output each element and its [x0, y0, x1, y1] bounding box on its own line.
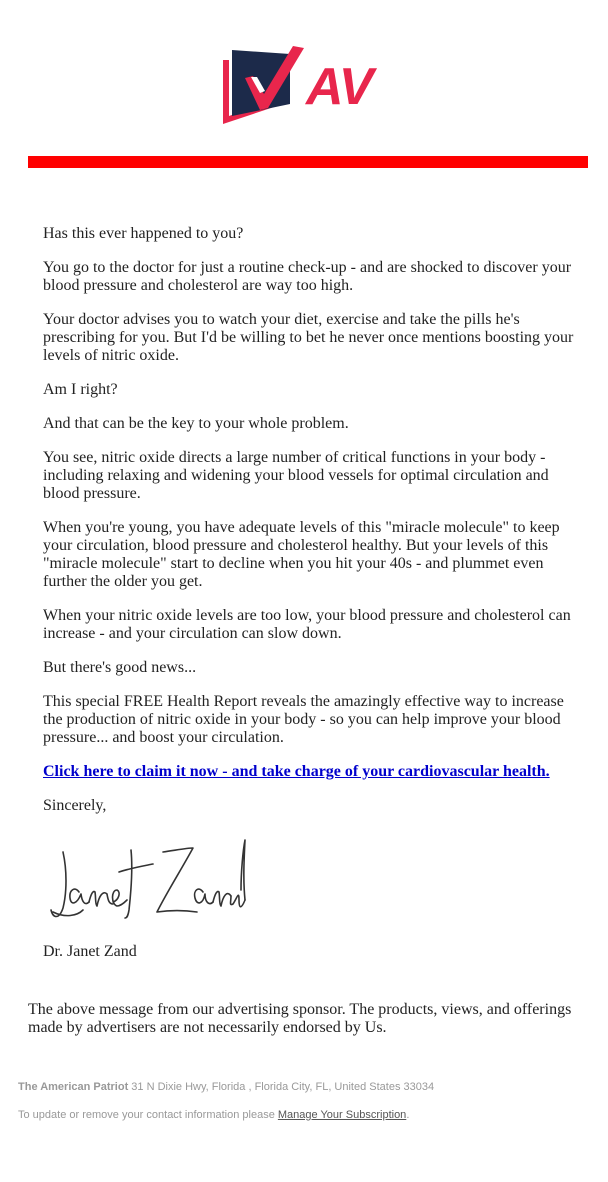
letter-body — [43, 225, 579, 831]
footer-address: 31 N Dixie Hwy, Florida , Florida City, FL, United States 33034 — [128, 1081, 435, 1093]
footer-manage-line — [18, 1108, 588, 1122]
letter-paragraph: Your doctor advises you to watch your diet, exercise and take the pills he's prescribing for you. But I'd be willing to bet he never once mentions boosting your levels of nitric oxide. — [43, 311, 574, 364]
signature-image — [45, 830, 255, 930]
footer-address-line — [18, 1080, 588, 1094]
footer-org-name: The American Patriot — [18, 1081, 129, 1093]
letter-paragraph: This special FREE Health Report reveals the amazingly effective way to increase the production of nitric oxide in your body - so you can help improve your blood pressure... and boost your circulation. — [43, 693, 564, 746]
footer-manage-prefix: To update or remove your contact information please — [18, 1109, 278, 1121]
cta-link[interactable]: Click here to claim it now - and take charge of your cardiovascular health. — [43, 763, 550, 780]
letter-paragraph: You see, nitric oxide directs a large number of critical functions in your body - including relaxing and widening your blood vessels for optimal circulation and blood pressure. — [43, 449, 549, 502]
letter-paragraph: Has this ever happened to you? — [43, 225, 244, 242]
sponsor-disclaimer: The above message from our advertising sponsor. The products, views, and offerings made by advertisers are not necessarily endorsed by Us. — [28, 1001, 572, 1036]
letter-paragraph: When you're young, you have adequate levels of this "miracle molecule" to keep your circulation, blood pressure and cholesterol healthy. But your levels of this "miracle molecule" start to decline when you hit your 40s - and plummet even further the older you get. — [43, 519, 560, 590]
closing-text: Sincerely, — [43, 797, 107, 814]
letter-paragraph: You go to the doctor for just a routine check-up - and are shocked to discover your blood pressure and cholesterol are way too high. — [43, 259, 572, 294]
manage-subscription-link[interactable]: Manage Your Subscription — [277, 1109, 407, 1121]
email-footer — [18, 1080, 588, 1122]
letter-paragraph: When your nitric oxide levels are too low, your blood pressure and cholesterol can increase - and your circulation can slow down. — [43, 607, 571, 642]
av-logo[interactable] — [220, 44, 396, 126]
letter-paragraph: Am I right? — [43, 381, 118, 398]
header-logo-area — [0, 44, 608, 126]
letter-paragraph: But there's good news... — [43, 659, 197, 676]
header-red-bar — [28, 156, 588, 168]
cta-paragraph — [43, 763, 579, 781]
signer-name: Dr. Janet Zand — [43, 943, 137, 960]
footer-manage-suffix: . — [406, 1109, 410, 1121]
logo-text: AV — [306, 58, 373, 116]
logo-mark-icon — [223, 46, 304, 124]
letter-paragraph: And that can be the key to your whole problem. — [43, 415, 349, 432]
